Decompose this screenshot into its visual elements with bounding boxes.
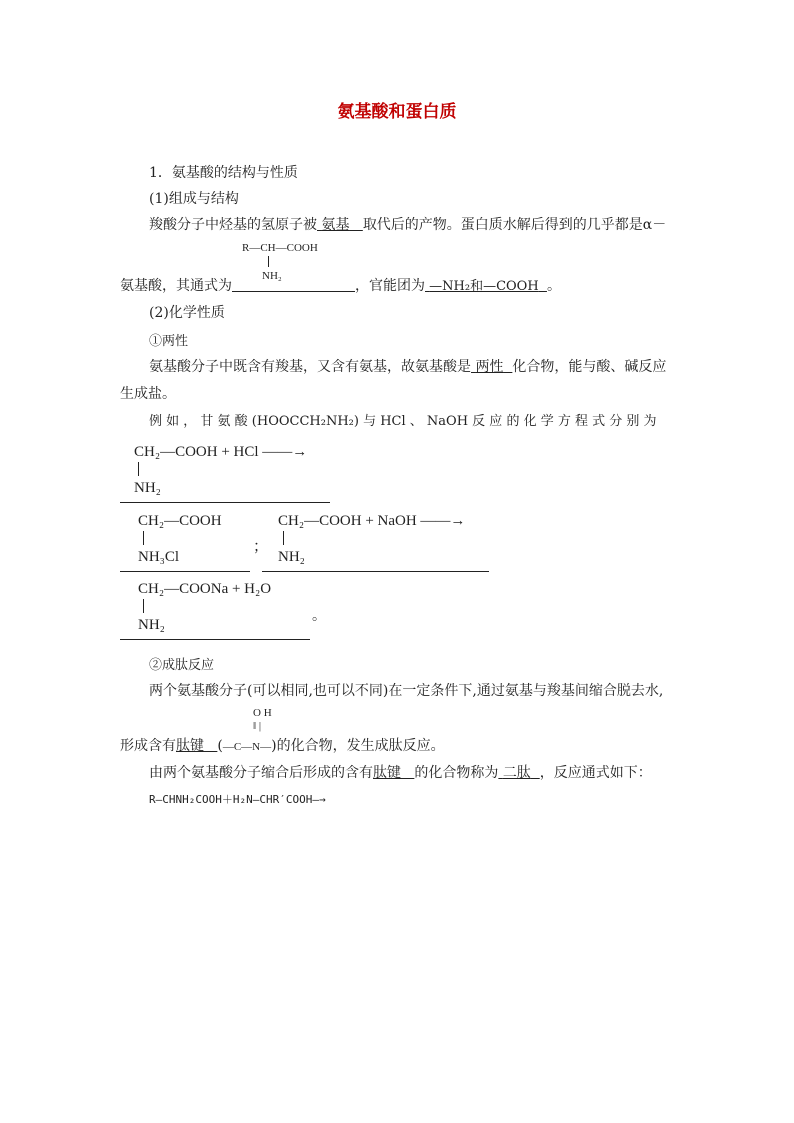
bond-line bbox=[138, 462, 139, 476]
section-heading-structure-properties: 1．氨基酸的结构与性质 bbox=[149, 165, 298, 181]
text: ，官能团为 bbox=[355, 278, 425, 294]
text: )的化合物，发生成肽反应。 bbox=[271, 738, 445, 754]
bond-line bbox=[143, 531, 144, 545]
general-formula-nh2: NH₂ bbox=[262, 270, 282, 282]
peptide-o-h: O H bbox=[253, 707, 272, 719]
paragraph-dipeptide bbox=[149, 762, 652, 782]
peptide-bond-structure: —C—N— bbox=[222, 741, 272, 753]
text: 形成含有 bbox=[120, 738, 176, 754]
answer-peptide-bond bbox=[176, 738, 217, 754]
answer-text: 两性 bbox=[475, 359, 504, 375]
blank-general-formula bbox=[232, 277, 355, 292]
subheading-amphoteric: ①两性 bbox=[149, 334, 189, 349]
peptide-bonds: ‖ | bbox=[253, 720, 262, 732]
answer-text: —NH₂和—COOH bbox=[429, 279, 539, 294]
paragraph-peptide: 两个氨基酸分子(可以相同,也可以不同)在一定条件下,通过氨基与羧基间缩合脱去水, bbox=[149, 683, 664, 699]
subheading-chemical-properties: (2)化学性质 bbox=[149, 305, 225, 321]
text: 羧酸分子中烃基的氢原子被 bbox=[149, 217, 317, 233]
paragraph-amphoteric bbox=[149, 356, 666, 376]
text: 氨基酸，其通式为 bbox=[120, 278, 232, 294]
answer-functional-groups bbox=[425, 279, 547, 294]
reaction-hcl-nh2: NH₂ bbox=[134, 480, 161, 496]
answer-peptide-bond-2 bbox=[373, 765, 414, 781]
answer-text: 氨基 bbox=[321, 217, 350, 233]
period: 。 bbox=[312, 608, 326, 624]
answer-text: 二肽 bbox=[502, 765, 531, 781]
answer-underline bbox=[120, 571, 250, 572]
paragraph-example: 例 如 ， 甘 氨 酸 (HOOCCH₂NH₂) 与 HCl 、 NaOH 反 应 的 化 学 方 程 式 分 别 为 bbox=[149, 414, 657, 429]
reaction-hcl-product-nh3cl: NH₃Cl bbox=[138, 549, 180, 565]
answer-text: 肽键 bbox=[373, 765, 401, 781]
text: 化合物，能与酸、碱反应 bbox=[512, 359, 667, 375]
text: 的化合物称为 bbox=[414, 765, 499, 781]
answer-dipeptide bbox=[498, 765, 539, 781]
paragraph-definition bbox=[149, 214, 666, 234]
reaction-naoh-left: CH₂—COOH + NaOH ——→ bbox=[278, 513, 466, 529]
reaction-naoh-product: CH₂—COONa + H₂O bbox=[138, 581, 272, 597]
reaction-naoh-product-nh2: NH₂ bbox=[138, 617, 165, 633]
text: 取代后的产物。蛋白质水解后得到的几乎都是α－ bbox=[362, 217, 667, 233]
answer-underline bbox=[120, 639, 310, 640]
general-formula-top: R—CH—COOH bbox=[242, 242, 318, 254]
reaction-hcl-left: CH₂—COOH + HCl ——→ bbox=[134, 444, 308, 460]
bond-line bbox=[283, 531, 284, 545]
semicolon: ； bbox=[253, 539, 269, 555]
answer-underline bbox=[120, 502, 330, 503]
text: ，反应通式如下： bbox=[539, 765, 652, 781]
paragraph-peptide-bond bbox=[120, 735, 445, 755]
answer-amphoteric bbox=[471, 359, 512, 375]
general-reaction-equation: R—CHNH₂COOH＋H₂N—CHR′COOH—→ bbox=[149, 793, 326, 806]
bond-line bbox=[143, 599, 144, 613]
reaction-naoh-nh2: NH₂ bbox=[278, 549, 305, 565]
reaction-hcl-product: CH₂—COOH bbox=[138, 513, 222, 529]
text: 氨基酸分子中既含有羧基，又含有氨基，故氨基酸是 bbox=[149, 359, 471, 375]
answer-amino-group bbox=[317, 217, 363, 233]
answer-underline bbox=[262, 571, 489, 572]
text: ( bbox=[217, 738, 223, 754]
text: 。 bbox=[546, 278, 561, 294]
page-title: 氨基酸和蛋白质 bbox=[337, 102, 457, 122]
subheading-peptide-formation: ②成肽反应 bbox=[149, 658, 215, 673]
paragraph-general-formula bbox=[120, 275, 561, 295]
bond-line bbox=[268, 256, 269, 267]
subheading-composition: (1)组成与结构 bbox=[149, 191, 239, 207]
paragraph-amphoteric-end: 生成盐。 bbox=[120, 386, 176, 402]
text: 由两个氨基酸分子缩合后形成的含有 bbox=[149, 765, 373, 781]
answer-text: 肽键 bbox=[176, 738, 204, 754]
